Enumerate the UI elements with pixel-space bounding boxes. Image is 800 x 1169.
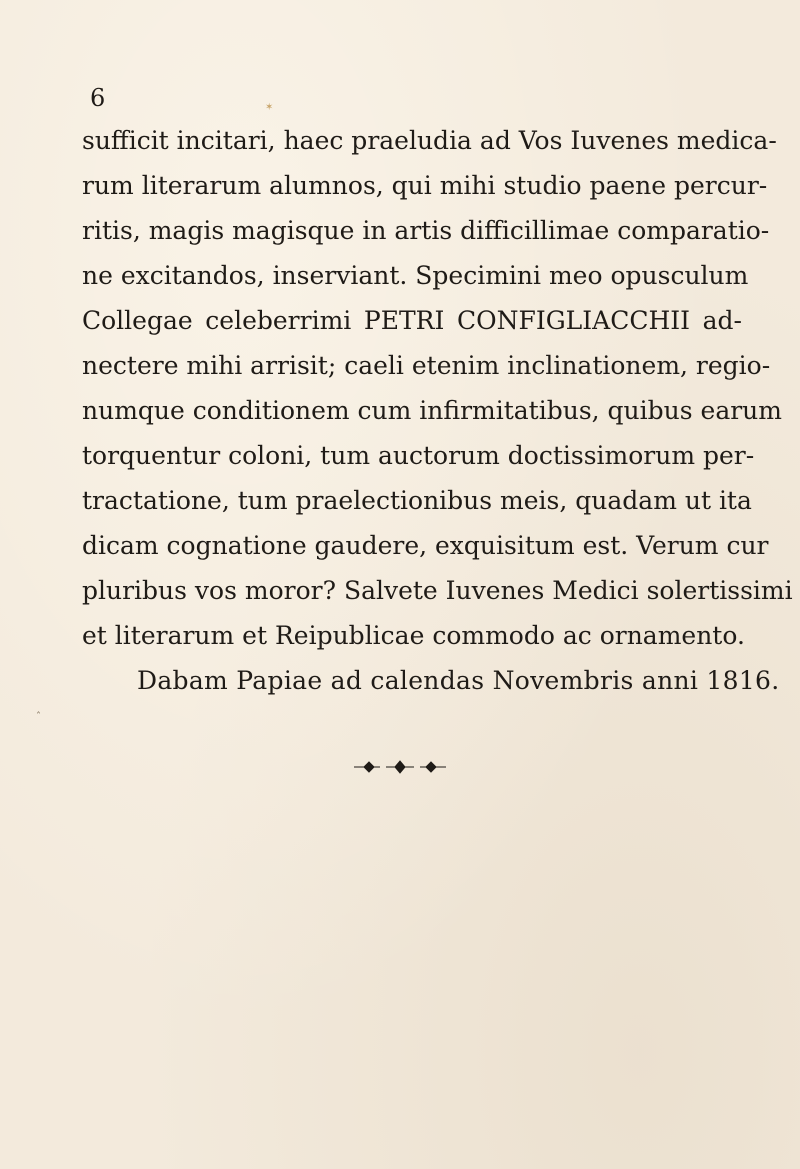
text-line: Collegae celeberrimi PETRI CONFIGLIACCHII ad-	[82, 306, 742, 335]
text-line: tractatione, tum praelectionibus meis, quadam ut ita	[82, 486, 752, 515]
text-line: ne excitandos, inserviant. Specimini meo opusculum	[82, 261, 749, 290]
page-number: 6	[90, 84, 106, 112]
paper-speck: ˆ	[36, 712, 41, 723]
text-line: ritis, magis magisque in artis difficillimae comparatio-	[82, 216, 770, 245]
text-line: torquentur coloni, tum auctorum doctissimorum per-	[82, 441, 755, 470]
dateline: Dabam Papiae ad calendas Novembris anni 1816.	[137, 666, 780, 695]
text-line: pluribus vos moror? Salvete Iuvenes Medici solertissimi	[82, 576, 793, 605]
triple-diamond-rule-icon	[0, 760, 800, 780]
text-line: nectere mihi arrisit; caeli etenim inclinationem, regio-	[82, 351, 771, 380]
paper-speck: ✶	[265, 102, 274, 113]
body-text	[82, 118, 793, 703]
text-line: sufficit incitari, haec praeludia ad Vos Iuvenes medica-	[82, 126, 777, 155]
text-line: numque conditionem cum infirmitatibus, quibus earum	[82, 396, 782, 425]
text-line: dicam cognatione gaudere, exquisitum est. Verum cur	[82, 531, 769, 560]
text-line: rum literarum alumnos, qui mihi studio paene percur-	[82, 171, 768, 200]
text-line: et literarum et Reipublicae commodo ac ornamento.	[82, 621, 745, 650]
